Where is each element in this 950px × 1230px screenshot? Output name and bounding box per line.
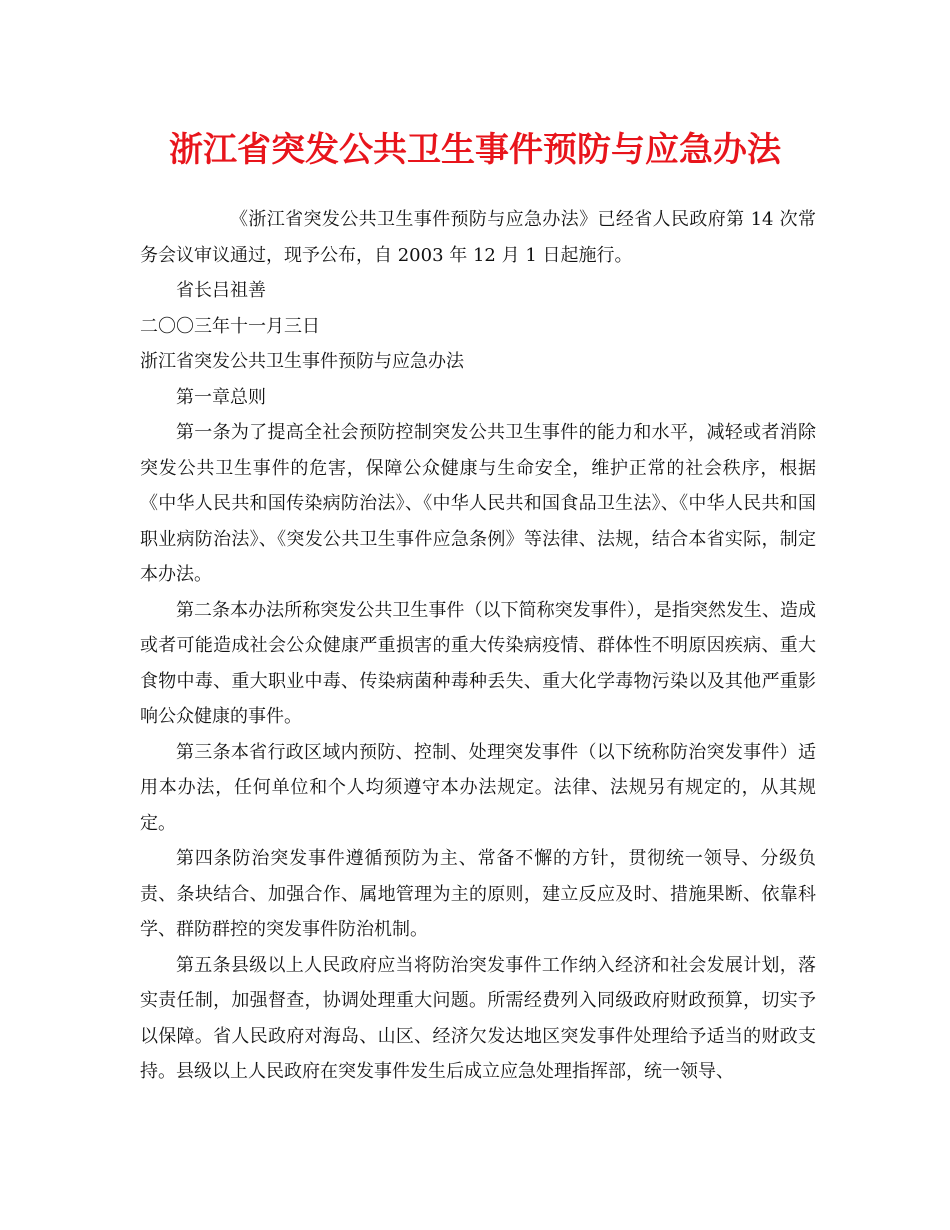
- article-5: 第五条县级以上人民政府应当将防治突发事件工作纳入经济和社会发展计划，落实责任制，加强督查，协调处理重大问题。所需经费列入同级政府财政预算，切实予以保障。省人民政府对海岛、山区、经济欠发达地区突发事件处理给予适当的财政支持。县级以上人民政府在突发事件发生后成立应急处理指挥部，统一领导、: [140, 954, 816, 1082]
- document-title: 浙江省突发公共卫生事件预防与应急办法: [169, 130, 781, 170]
- issue-date: 二〇〇三年十一月三日: [140, 315, 320, 337]
- article-3: 第三条本省行政区域内预防、控制、处理突发事件（以下统称防治突发事件）适用本办法，任何单位和个人均须遵守本办法规定。法律、法规另有规定的，从其规定。: [140, 741, 816, 834]
- promulgation-paragraph: 《浙江省突发公共卫生事件预防与应急办法》已经省人民政府第 14 次常务会议审议通过，现予公布，自 2003 年 12 月 1 日起施行。: [140, 209, 816, 266]
- signatory: 省长吕祖善: [176, 280, 266, 301]
- document-body: [140, 202, 816, 1090]
- article-2: 第二条本办法所称突发公共卫生事件（以下简称突发事件），是指突然发生、造成或者可能造成社会公众健康严重损害的重大传染病疫情、群体性不明原因疾病、重大食物中毒、重大职业中毒、传染病菌种毒种丢失、重大化学毒物污染以及其他严重影响公众健康的事件。: [140, 599, 816, 727]
- chapter-heading: 第一章总则: [176, 386, 266, 408]
- article-4: 第四条防治突发事件遵循预防为主、常备不懈的方针，贯彻统一领导、分级负责、条块结合、加强合作、属地管理为主的原则，建立反应及时、措施果断、依靠科学、群防群控的突发事件防治机制。: [140, 848, 816, 940]
- article-1: 第一条为了提高全社会预防控制突发公共卫生事件的能力和水平，减轻或者消除突发公共卫生事件的危害，保障公众健康与生命安全，维护正常的社会秩序，根据《中华人民共和国传染病防治法》、《中华人民共和国食品卫生法》、《中华人民共和国职业病防治法》、《突发公共卫生事件应急条例》等法律、法规，结合本省实际，制定本办法。: [140, 422, 816, 585]
- regulation-name: 浙江省突发公共卫生事件预防与应急办法: [140, 351, 464, 372]
